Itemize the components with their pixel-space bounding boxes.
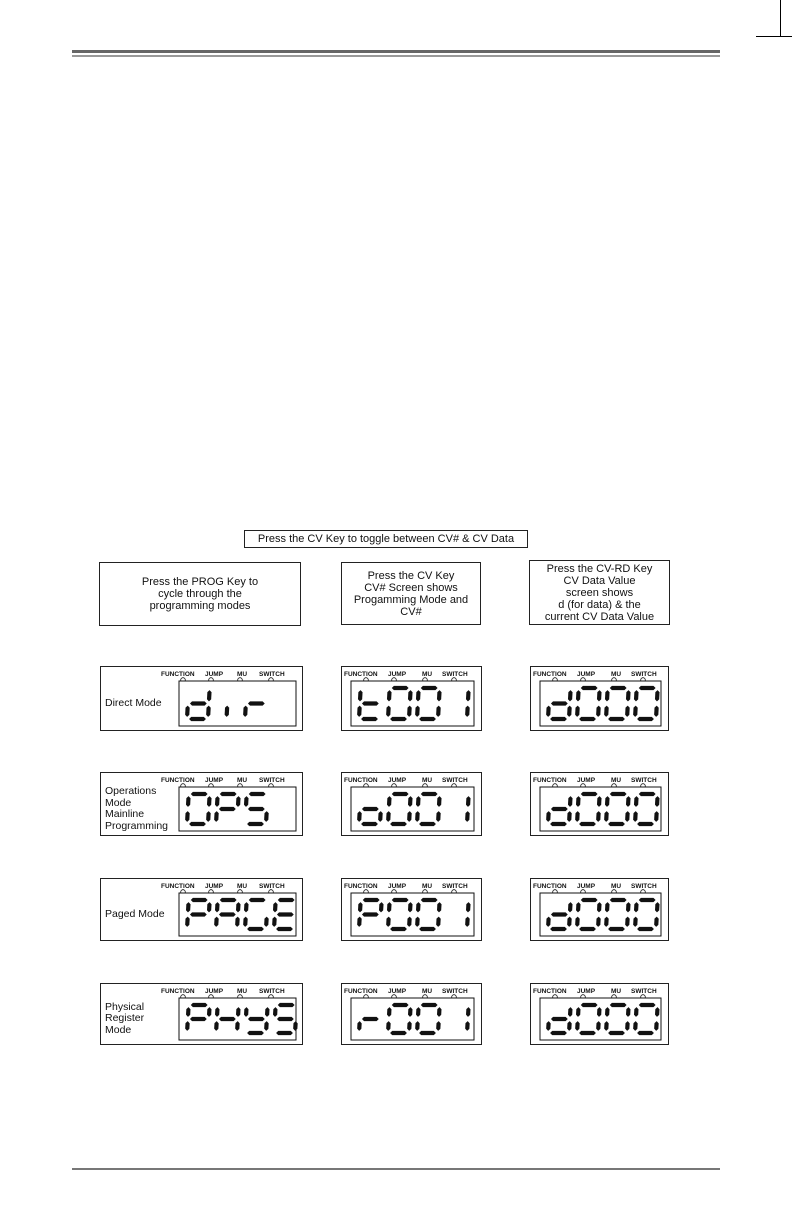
lcd-segment-a [249, 792, 266, 796]
indicator-function: FUNCTION [161, 988, 195, 995]
indicator-function: FUNCTION [344, 777, 378, 784]
lcd-segment-d [419, 1031, 436, 1035]
lcd-segment-a [610, 792, 627, 796]
lcd-segment-g [277, 1017, 294, 1021]
indicator-function: FUNCTION [344, 883, 378, 890]
lcd-segment-d [550, 927, 567, 931]
indicator-jump: JUMP [388, 883, 407, 890]
lcd-segment-a [421, 792, 438, 796]
lcd-segment-d [637, 822, 654, 826]
indicator-switch: SWITCH [631, 883, 657, 890]
indicator-mu: MU [237, 777, 248, 784]
lcd-svg [531, 984, 670, 1046]
data-panel-0 [530, 666, 669, 731]
indicator-mu: MU [611, 671, 622, 678]
lcd-segment-g [362, 1017, 379, 1021]
lcd-segment-a [278, 1003, 295, 1007]
toggle-banner: Press the CV Key to toggle between CV# & CV Data [244, 530, 528, 548]
lcd-svg [342, 667, 483, 732]
indicator-jump: JUMP [577, 777, 596, 784]
lcd-segment-a [610, 898, 627, 902]
indicator-jump: JUMP [388, 988, 407, 995]
lcd-svg [531, 773, 670, 837]
indicator-jump: JUMP [577, 883, 596, 890]
lcd-segment-d [419, 822, 436, 826]
lcd-segment-d [579, 822, 596, 826]
indicator-function: FUNCTION [533, 777, 567, 784]
lcd-segment-d [579, 1031, 596, 1035]
lcd-segment-g [219, 912, 236, 916]
header-rule [72, 55, 720, 57]
indicator-mu: MU [422, 883, 433, 890]
lcd-segment-g [551, 1017, 568, 1021]
mode-panel-1 [100, 772, 303, 836]
cv-panel-0 [341, 666, 482, 731]
lcd-segment-d [550, 1031, 567, 1035]
indicator-jump: JUMP [205, 671, 224, 678]
indicator-mu: MU [611, 777, 622, 784]
data-panel-2 [530, 878, 669, 941]
lcd-segment-a [249, 898, 266, 902]
lcd-segment-a [581, 686, 598, 690]
lcd-segment-a [392, 1003, 409, 1007]
header-prog-key: Press the PROG Key to cycle through the programming modes [99, 562, 301, 626]
data-panel-1 [530, 772, 669, 836]
indicator-jump: JUMP [577, 988, 596, 995]
lcd-segment-d [276, 1031, 293, 1035]
lcd-svg [342, 984, 483, 1046]
lcd-segment-a [581, 792, 598, 796]
lcd-segment-g [219, 807, 236, 811]
lcd-svg [342, 773, 483, 837]
mode-panel-3 [100, 983, 303, 1045]
lcd-segment-g [248, 701, 265, 705]
lcd-segment-d [247, 822, 264, 826]
lcd-segment-a [363, 898, 380, 902]
lcd-segment-g [190, 1017, 207, 1021]
lcd-segment-d [390, 1031, 407, 1035]
lcd-segment-a [421, 898, 438, 902]
mode-panel-0 [100, 666, 303, 731]
lcd-segment-a [581, 898, 598, 902]
lcd-segment-d [579, 927, 596, 931]
lcd-segment-d [419, 717, 436, 721]
lcd-segment-g [551, 912, 568, 916]
indicator-switch: SWITCH [442, 883, 468, 890]
indicator-switch: SWITCH [631, 988, 657, 995]
mode-label: Physical Register Mode [105, 1000, 145, 1036]
mode-label: Operations Mode Mainline Programming [105, 785, 169, 832]
lcd-segment-d [608, 1031, 625, 1035]
lcd-segment-d [247, 1031, 264, 1035]
indicator-switch: SWITCH [631, 777, 657, 784]
footer-rule [72, 1168, 720, 1170]
indicator-jump: JUMP [205, 777, 224, 784]
lcd-segment-d [390, 927, 407, 931]
lcd-segment-d [390, 717, 407, 721]
lcd-segment-a [639, 792, 656, 796]
lcd-svg [531, 667, 670, 732]
lcd-segment-a [392, 792, 409, 796]
mode-label: Direct Mode [105, 696, 162, 709]
lcd-segment-d [276, 927, 293, 931]
lcd-segment-d [608, 822, 625, 826]
crop-mark [780, 0, 781, 36]
indicator-switch: SWITCH [259, 671, 285, 678]
lcd-segment-d [247, 927, 264, 931]
indicator-function: FUNCTION [344, 988, 378, 995]
lcd-segment-d [637, 927, 654, 931]
lcd-segment-a [610, 686, 627, 690]
lcd-segment-g [190, 912, 207, 916]
indicator-function: FUNCTION [161, 671, 195, 678]
lcd-segment-a [191, 792, 208, 796]
indicator-jump: JUMP [205, 883, 224, 890]
indicator-switch: SWITCH [631, 671, 657, 678]
lcd-segment-g [190, 701, 207, 705]
indicator-function: FUNCTION [161, 777, 195, 784]
indicator-function: FUNCTION [533, 988, 567, 995]
header-cv-key: Press the CV Key CV# Screen shows Progamming Mode and CV# [341, 562, 481, 625]
mode-label: Paged Mode [105, 907, 165, 920]
indicator-jump: JUMP [577, 671, 596, 678]
lcd-segment-g [362, 807, 379, 811]
lcd-svg [531, 879, 670, 942]
lcd-segment-a [191, 898, 208, 902]
lcd-segment-g [362, 912, 379, 916]
indicator-switch: SWITCH [259, 883, 285, 890]
indicator-function: FUNCTION [533, 883, 567, 890]
indicator-function: FUNCTION [533, 671, 567, 678]
lcd-segment-d [361, 822, 378, 826]
indicator-switch: SWITCH [442, 988, 468, 995]
lcd-segment-d [637, 717, 654, 721]
lcd-segment-d [608, 927, 625, 931]
indicator-function: FUNCTION [344, 671, 378, 678]
lcd-segment-g [219, 1017, 236, 1021]
lcd-segment-a [421, 1003, 438, 1007]
crop-mark [756, 36, 792, 37]
lcd-segment-g [551, 807, 568, 811]
indicator-switch: SWITCH [442, 777, 468, 784]
indicator-mu: MU [237, 883, 248, 890]
indicator-mu: MU [237, 671, 248, 678]
indicator-mu: MU [611, 988, 622, 995]
lcd-segment-d [579, 717, 596, 721]
lcd-segment-d [637, 1031, 654, 1035]
indicator-jump: JUMP [205, 988, 224, 995]
lcd-segment-a [191, 1003, 208, 1007]
data-panel-3 [530, 983, 669, 1045]
lcd-segment-a [392, 898, 409, 902]
lcd-segment-a [610, 1003, 627, 1007]
lcd-segment-a [639, 1003, 656, 1007]
indicator-function: FUNCTION [161, 883, 195, 890]
indicator-switch: SWITCH [259, 777, 285, 784]
cv-panel-1 [341, 772, 482, 836]
indicator-mu: MU [237, 988, 248, 995]
lcd-segment-a [421, 686, 438, 690]
lcd-segment-d [189, 822, 206, 826]
lcd-segment-a [639, 898, 656, 902]
lcd-segment-a [278, 898, 295, 902]
indicator-mu: MU [422, 671, 433, 678]
mode-panel-2 [100, 878, 303, 941]
lcd-segment-d [608, 717, 625, 721]
lcd-segment-a [581, 1003, 598, 1007]
lcd-segment-a [639, 686, 656, 690]
lcd-segment-d [550, 717, 567, 721]
indicator-mu: MU [422, 777, 433, 784]
lcd-segment-g [362, 701, 379, 705]
lcd-segment-g [277, 912, 294, 916]
lcd-segment-d [550, 822, 567, 826]
lcd-segment-g [248, 807, 265, 811]
lcd-segment-a [392, 686, 409, 690]
indicator-switch: SWITCH [259, 988, 285, 995]
lcd-segment-d [390, 822, 407, 826]
indicator-jump: JUMP [388, 671, 407, 678]
indicator-mu: MU [422, 988, 433, 995]
cv-panel-2 [341, 878, 482, 941]
lcd-segment-d [361, 717, 378, 721]
indicator-jump: JUMP [388, 777, 407, 784]
indicator-switch: SWITCH [442, 671, 468, 678]
lcd-segment-d [189, 717, 206, 721]
header-cv-rd-key: Press the CV-RD Key CV Data Value screen shows d (for data) & the current CV Data Value [529, 560, 670, 625]
indicator-mu: MU [611, 883, 622, 890]
lcd-segment-g [551, 701, 568, 705]
lcd-segment-a [220, 792, 237, 796]
header-rule [72, 50, 720, 53]
cv-panel-3 [341, 983, 482, 1045]
lcd-svg [342, 879, 483, 942]
lcd-segment-d [419, 927, 436, 931]
lcd-segment-a [220, 898, 237, 902]
lcd-segment-g [248, 1017, 265, 1021]
